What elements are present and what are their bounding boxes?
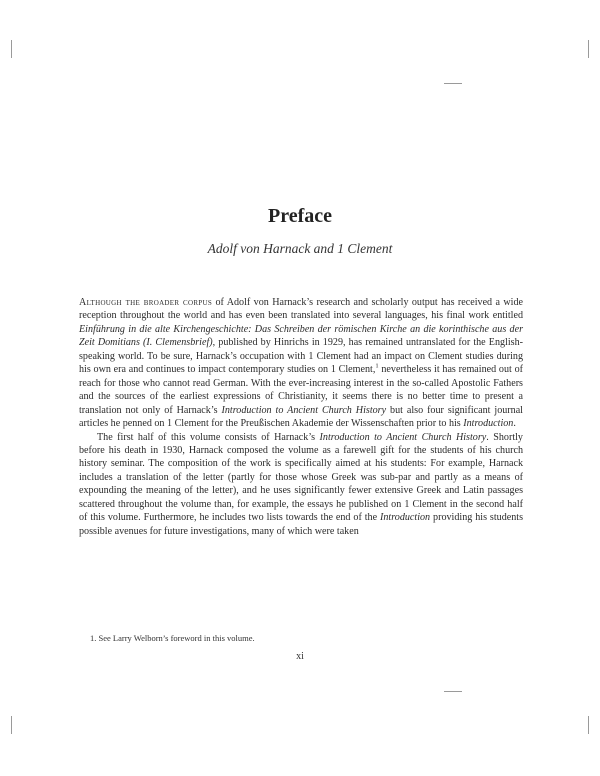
- body-text: [79, 296, 523, 538]
- footnote: 1. See Larry Welborn’s foreword in this volume.: [90, 633, 255, 643]
- crop-mark-bottom-left: [11, 716, 12, 734]
- page-number: xi: [296, 651, 304, 662]
- book-title: Introduction to Ancient Church History: [319, 431, 487, 443]
- footnote-ref[interactable]: 1: [375, 362, 379, 370]
- book-title: Introduction to Ancient Church History: [221, 404, 387, 416]
- text-run: of Adolf von Harnack’s research and scholarly output has received a wide reception throughout the world and has even been translated into several languages, his final work entitled: [79, 297, 523, 322]
- text-run: nevertheless it has remained out of reach for those who cannot read German. With the ever-increasing interest in the so-called Apostolic Fathers and the sources of the earliest expressions of Christianity, it seems there is no better time to present a translation not only of Harnack’s: [79, 364, 523, 416]
- crop-mark-right-upper: [444, 83, 462, 84]
- book-short-title: Introduction: [463, 418, 514, 430]
- page-subtitle: Adolf von Harnack and 1 Clement: [207, 241, 393, 256]
- paragraph-1: [79, 296, 523, 431]
- text-run: but also four significant journal articles he penned on 1 Clement for the Preußischen Akademie der Wissenschaften prior to his: [79, 404, 523, 430]
- text-run: providing his students possible avenues for future investigations, many of which were taken: [79, 512, 524, 537]
- crop-mark-top-right: [588, 40, 589, 58]
- page-title: Preface: [267, 205, 333, 227]
- paragraph-2: [79, 431, 523, 539]
- book-short-title: Introduction: [380, 512, 431, 524]
- german-title: Einführung in die alte Kirchengeschichte: Das Schreiben der römischen Kirche an die korinthische aus der Zeit Domitians (I. Clemensbrief): [79, 323, 523, 349]
- text-run: , published by Hinrichs in 1929, has remained untranslated for the English-speaking world. To be sure, Harnack’s occupation with 1 Clement had an impact on Clement studies during his own era and continues to impact contemporary studies on 1 Clement,: [79, 337, 523, 376]
- text-run: The first half of this volume consists of Harnack’s: [97, 431, 320, 443]
- crop-mark-bottom-right: [588, 716, 589, 734]
- text-run: .: [513, 418, 516, 430]
- text-run: . Shortly before his death in 1930, Harnack composed the volume as a farewell gift for the students of his church history seminar. The composition of the work is specifically aimed at his students: For example, Harnack includes a translation of the letter (partly for those whose Greek was sub-par and partly as a means of expounding the meaning of the letter), and he uses significantly fewer extensive Greek and Latin passages scattered throughout the volume than, for example, the essays he published on 1 Clement in the second half of this volume. Furthermore, he includes two lists towards the end of the: [79, 431, 523, 524]
- crop-mark-top-left: [11, 40, 12, 58]
- crop-mark-right-lower: [444, 691, 462, 692]
- lead-in-small-caps: Although the broader corpus: [79, 297, 213, 308]
